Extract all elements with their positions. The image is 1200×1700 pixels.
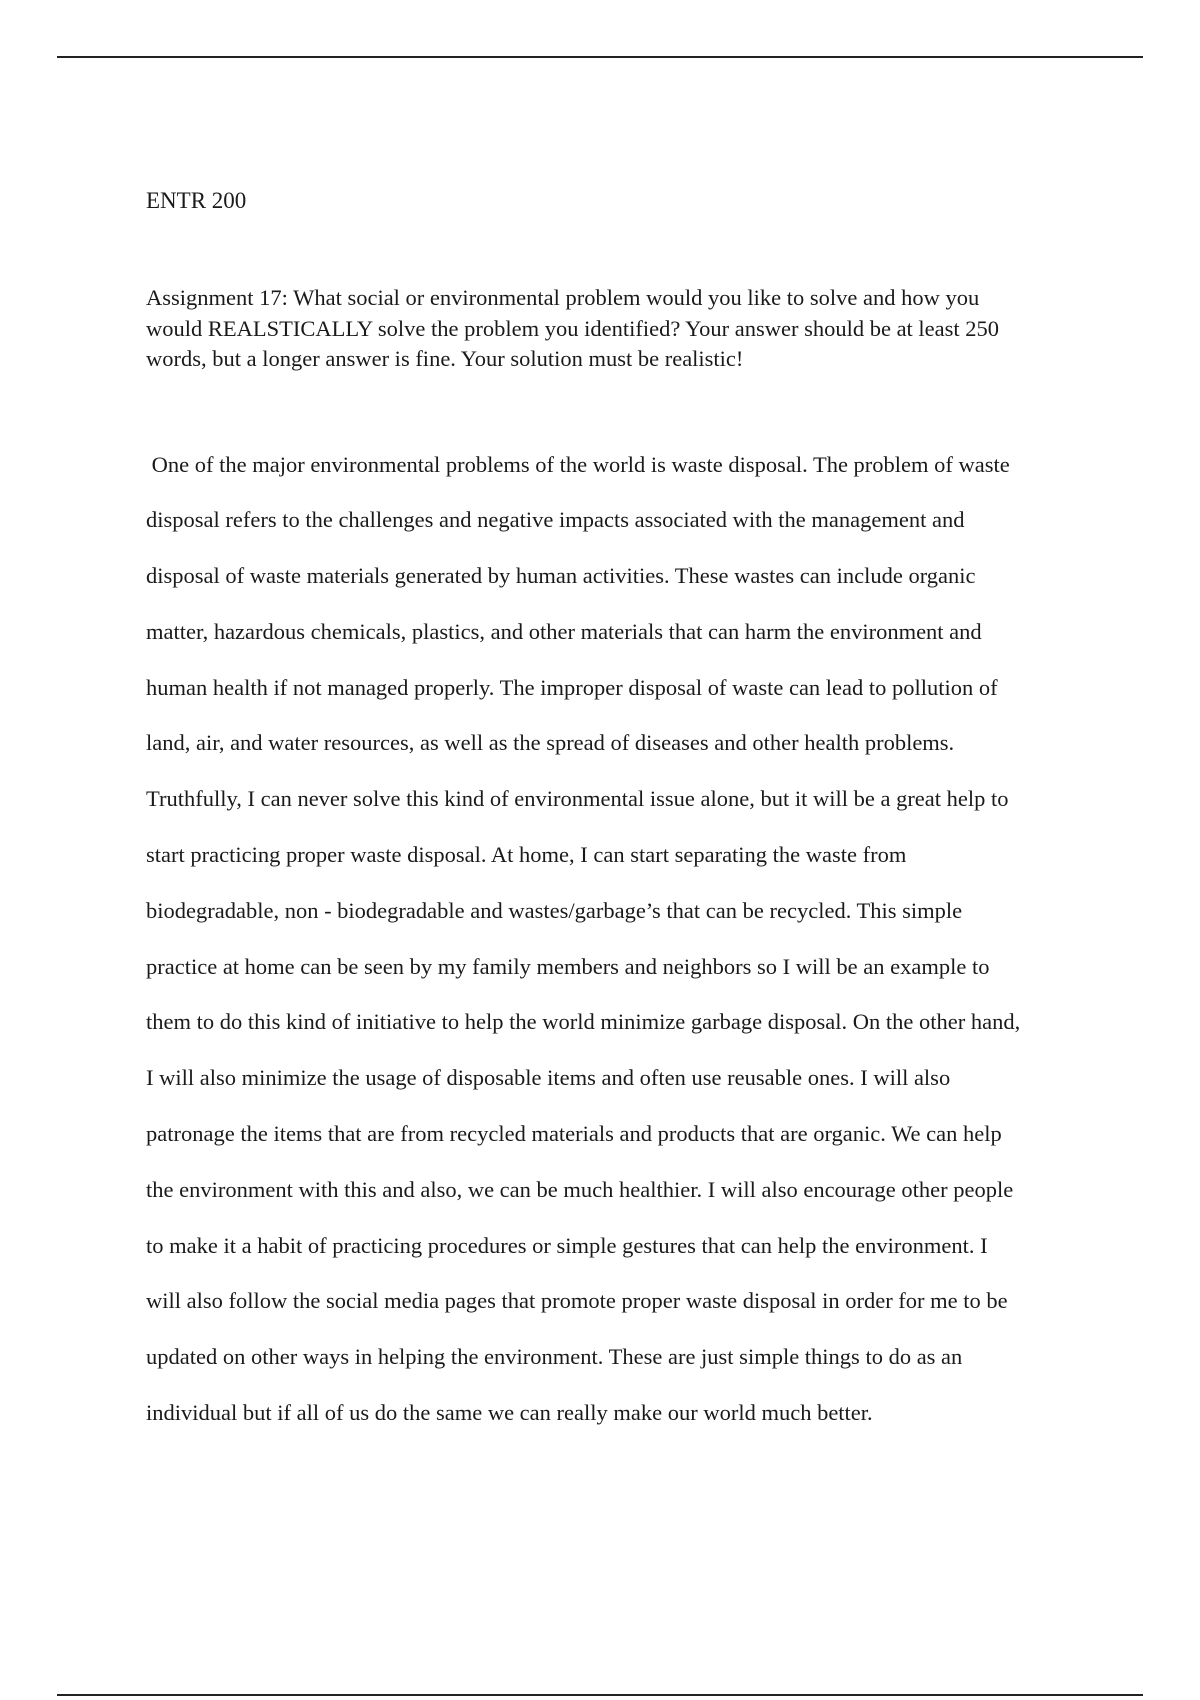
answer-line: Truthfully, I can never solve this kind of environmental issue alone, but it will be a great help to: [146, 786, 1009, 812]
answer-line: One of the major environmental problems of the world is waste disposal. The problem of waste: [146, 451, 1010, 477]
answer-line: disposal refers to the challenges and negative impacts associated with the management and: [146, 507, 965, 533]
answer-line: start practicing proper waste disposal. At home, I can start separating the waste from: [146, 842, 907, 868]
answer-line: practice at home can be seen by my family members and neighbors so I will be an example to: [146, 953, 990, 979]
answer-line: them to do this kind of initiative to help the world minimize garbage disposal. On the other hand,: [146, 1009, 1021, 1035]
course-code: ENTR 200: [146, 188, 247, 213]
answer-line: will also follow the social media pages that promote proper waste disposal in order for me to be: [146, 1288, 1008, 1314]
answer-line: biodegradable, non - biodegradable and wastes/garbage’s that can be recycled. This simple: [146, 897, 963, 923]
answer-line: matter, hazardous chemicals, plastics, and other materials that can harm the environment and: [146, 618, 982, 644]
answer-line: human health if not managed properly. The improper disposal of waste can lead to pollution of: [146, 674, 998, 700]
prompt-line: words, but a longer answer is fine. Your solution must be realistic!: [146, 346, 744, 371]
document-body: [146, 186, 1096, 1441]
answer-paragraph: [146, 437, 1096, 1441]
assignment-prompt: [146, 283, 1096, 375]
answer-line: updated on other ways in helping the environment. These are just simple things to do as an: [146, 1344, 963, 1370]
answer-line: disposal of waste materials generated by human activities. These wastes can include organic: [146, 563, 976, 589]
top-divider: [57, 56, 1143, 58]
prompt-line: Assignment 17: What social or environmental problem would you like to solve and how you: [146, 285, 980, 310]
answer-line: I will also minimize the usage of disposable items and often use reusable ones. I will also: [146, 1065, 951, 1091]
answer-line: land, air, and water resources, as well as the spread of diseases and other health problems.: [146, 730, 955, 756]
prompt-line: would REALSTICALLY solve the problem you identified? Your answer should be at least 250: [146, 315, 1000, 341]
answer-line: to make it a habit of practicing procedures or simple gestures that can help the environment. I: [146, 1232, 988, 1258]
answer-line: the environment with this and also, we can be much healthier. I will also encourage other people: [146, 1176, 1014, 1202]
bottom-divider: [57, 1694, 1143, 1696]
answer-line: individual but if all of us do the same we can really make our world much better.: [146, 1400, 873, 1426]
answer-line: patronage the items that are from recycled materials and products that are organic. We can help: [146, 1121, 1002, 1147]
